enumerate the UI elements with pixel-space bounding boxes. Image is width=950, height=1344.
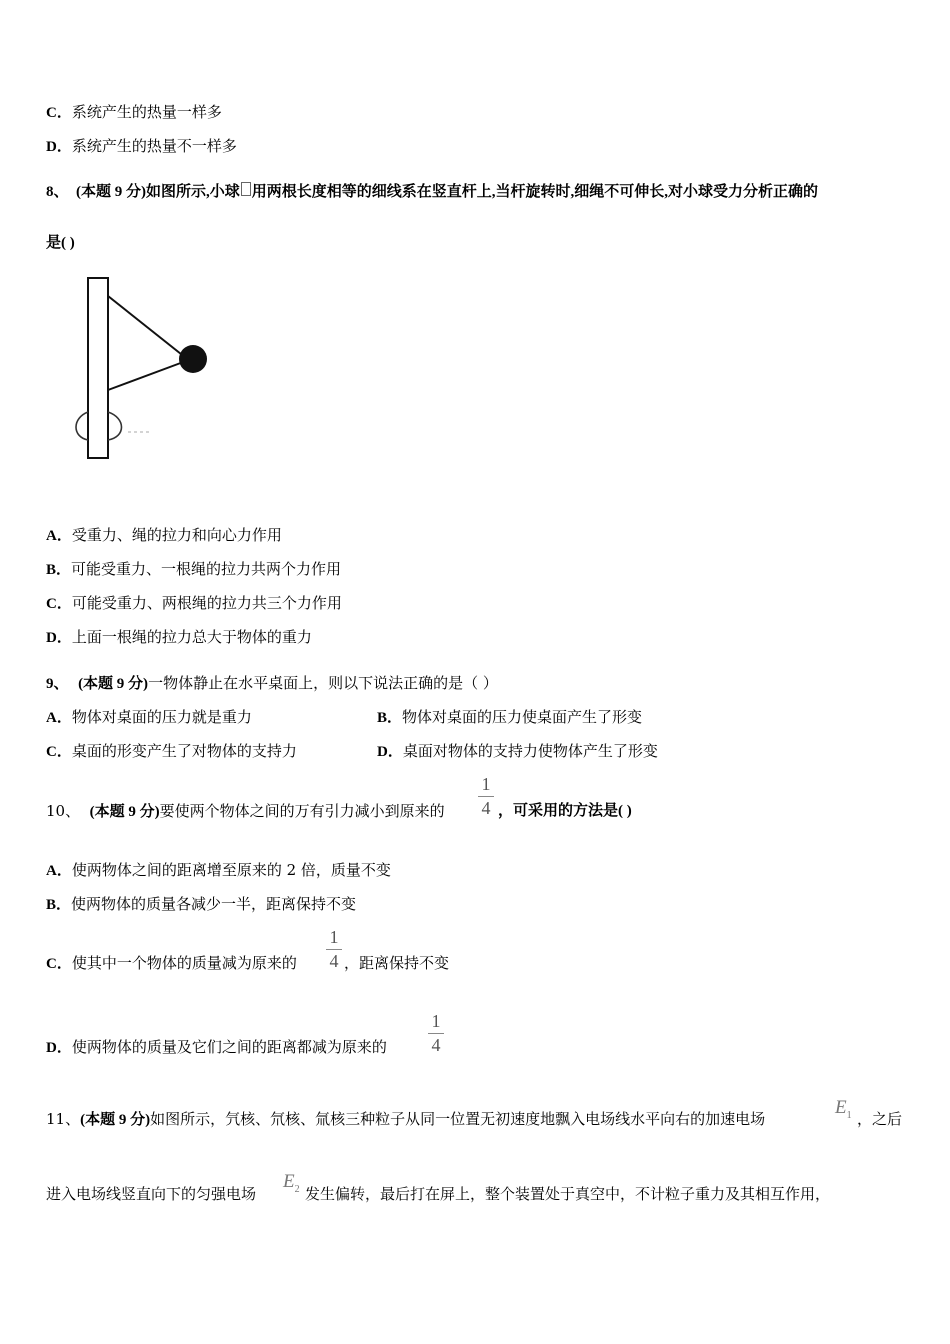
q10-stem bbox=[46, 801, 445, 822]
option-label: C． bbox=[46, 956, 72, 972]
upper-string bbox=[108, 296, 186, 358]
missing-glyph-box bbox=[241, 182, 251, 196]
q8-option-d bbox=[46, 627, 312, 648]
question-stem-part: 要使两个物体之间的万有引力减小到原来的 bbox=[159, 802, 445, 820]
question-number: 8、 bbox=[46, 184, 69, 200]
fraction-numerator: 1 bbox=[329, 927, 339, 947]
vertical-pole bbox=[88, 278, 108, 458]
question-stem-part: 一物体静止在水平桌面上，则以下说法正确的是（ ） bbox=[148, 674, 498, 692]
q11-stem-line1 bbox=[46, 1109, 765, 1130]
q9-option-b bbox=[377, 707, 642, 728]
symbol-subscript: 1 bbox=[846, 1109, 852, 1121]
option-label: C． bbox=[46, 105, 72, 121]
option-label: A． bbox=[46, 528, 72, 544]
fraction-one-quarter bbox=[428, 1011, 444, 1056]
question-number: 10、 bbox=[46, 802, 81, 820]
q8-option-c bbox=[46, 593, 342, 614]
q7-option-c bbox=[46, 102, 222, 123]
q11-stem-line1-tail bbox=[857, 1109, 902, 1129]
q9-option-c bbox=[46, 741, 297, 762]
question-stem-part: 如图所示,小球 bbox=[146, 184, 240, 200]
fraction-denominator: 4 bbox=[481, 798, 491, 818]
q10-option-d bbox=[46, 1037, 387, 1058]
field-e2-symbol bbox=[283, 1171, 300, 1195]
pole-ball-figure bbox=[70, 272, 220, 464]
option-label: D． bbox=[46, 1040, 72, 1056]
option-text: 系统产生的热量一样多 bbox=[71, 103, 222, 121]
option-label: B． bbox=[46, 562, 72, 578]
option-label: D． bbox=[46, 630, 72, 646]
option-text: 可能受重力、两根绳的拉力共三个力作用 bbox=[71, 594, 342, 612]
q8-stem-line2 bbox=[46, 233, 75, 253]
option-text: 桌面的形变产生了对物体的支持力 bbox=[71, 742, 297, 760]
question-number: 9、 bbox=[46, 676, 69, 692]
question-stem-part: 如图所示，氕核、氘核、氚核三种粒子从同一位置无初速度地飘入电场线水平向右的加速电场 bbox=[150, 1110, 766, 1128]
symbol-subscript: 2 bbox=[294, 1183, 300, 1195]
fraction-one-quarter bbox=[478, 774, 494, 819]
option-text: 使其中一个物体的质量减为原来的 bbox=[71, 954, 297, 972]
option-text: 系统产生的热量不一样多 bbox=[71, 137, 237, 155]
option-label: C． bbox=[46, 596, 72, 612]
symbol-letter: E bbox=[835, 1097, 847, 1118]
fraction-denominator: 4 bbox=[329, 951, 339, 971]
q11-stem-line2 bbox=[46, 1184, 256, 1204]
question-stem-part: ，之后 bbox=[857, 1110, 903, 1128]
ball bbox=[179, 345, 207, 373]
option-text: 使两物体的质量各减少一半，距离保持不变 bbox=[71, 895, 357, 913]
question-score: (本题 9 分) bbox=[78, 676, 149, 692]
option-text: 受重力、绳的拉力和向心力作用 bbox=[71, 526, 282, 544]
option-text: 使两物体之间的距离增至原来的 2 倍，质量不变 bbox=[71, 861, 391, 879]
question-stem-part: 进入电场线竖直向下的匀强电场 bbox=[46, 1185, 257, 1203]
field-e1-symbol bbox=[835, 1097, 852, 1121]
option-text: 桌面对物体的支持力使物体产生了形变 bbox=[402, 742, 658, 760]
option-text: 物体对桌面的压力使桌面产生了形变 bbox=[402, 708, 643, 726]
option-text: 物体对桌面的压力就是重力 bbox=[71, 708, 252, 726]
symbol-letter: E bbox=[283, 1171, 295, 1192]
option-text: ，距离保持不变 bbox=[344, 954, 450, 972]
q10-option-c-tail bbox=[344, 953, 449, 973]
option-label: D． bbox=[377, 744, 403, 760]
option-label: A． bbox=[46, 863, 72, 879]
option-text: 使两物体的质量及它们之间的距离都减为原来的 bbox=[71, 1038, 387, 1056]
option-text: 上面一根绳的拉力总大于物体的重力 bbox=[71, 628, 312, 646]
q10-option-b bbox=[46, 894, 356, 915]
option-text: 可能受重力、一根绳的拉力共两个力作用 bbox=[71, 560, 342, 578]
option-label: B． bbox=[377, 710, 403, 726]
question-stem-part: 用两根长度相等的细线系在竖直杆上,当杆旋转时,细绳不可伸长,对小球受力分析正确的 bbox=[251, 184, 819, 200]
question-stem-part: ，可采用的方法是( ) bbox=[498, 803, 632, 819]
option-label: C． bbox=[46, 744, 72, 760]
option-label: B． bbox=[46, 897, 72, 913]
lower-string bbox=[108, 361, 186, 390]
question-stem-part: 发生偏转，最后打在屏上，整个装置处于真空中，不计粒子重力及其相互作用， bbox=[305, 1185, 831, 1203]
option-label: A． bbox=[46, 710, 72, 726]
q8-option-b bbox=[46, 559, 341, 580]
q10-option-c bbox=[46, 953, 297, 974]
question-score: (本题 9 分) bbox=[80, 1112, 151, 1128]
question-stem-part: 是( ) bbox=[46, 235, 75, 251]
question-score: (本题 9 分) bbox=[89, 804, 160, 820]
fraction-numerator: 1 bbox=[481, 774, 491, 794]
q9-option-a bbox=[46, 707, 252, 728]
fraction-bar bbox=[478, 796, 494, 797]
q8-stem-line1 bbox=[46, 182, 818, 202]
question-score: (本题 9 分) bbox=[76, 184, 147, 200]
q9-option-d bbox=[377, 741, 658, 762]
question-number: 11、 bbox=[46, 1110, 81, 1128]
q10-stem-tail bbox=[498, 801, 632, 821]
fraction-bar bbox=[428, 1033, 444, 1034]
q9-stem bbox=[46, 673, 498, 694]
q11-stem-line2-tail bbox=[305, 1184, 830, 1204]
fraction-one-quarter bbox=[326, 927, 342, 972]
fraction-numerator: 1 bbox=[431, 1011, 441, 1031]
q7-option-d bbox=[46, 136, 237, 157]
q10-option-a bbox=[46, 860, 391, 881]
option-label: D． bbox=[46, 139, 72, 155]
fraction-denominator: 4 bbox=[431, 1035, 441, 1055]
q8-option-a bbox=[46, 525, 282, 546]
fraction-bar bbox=[326, 949, 342, 950]
